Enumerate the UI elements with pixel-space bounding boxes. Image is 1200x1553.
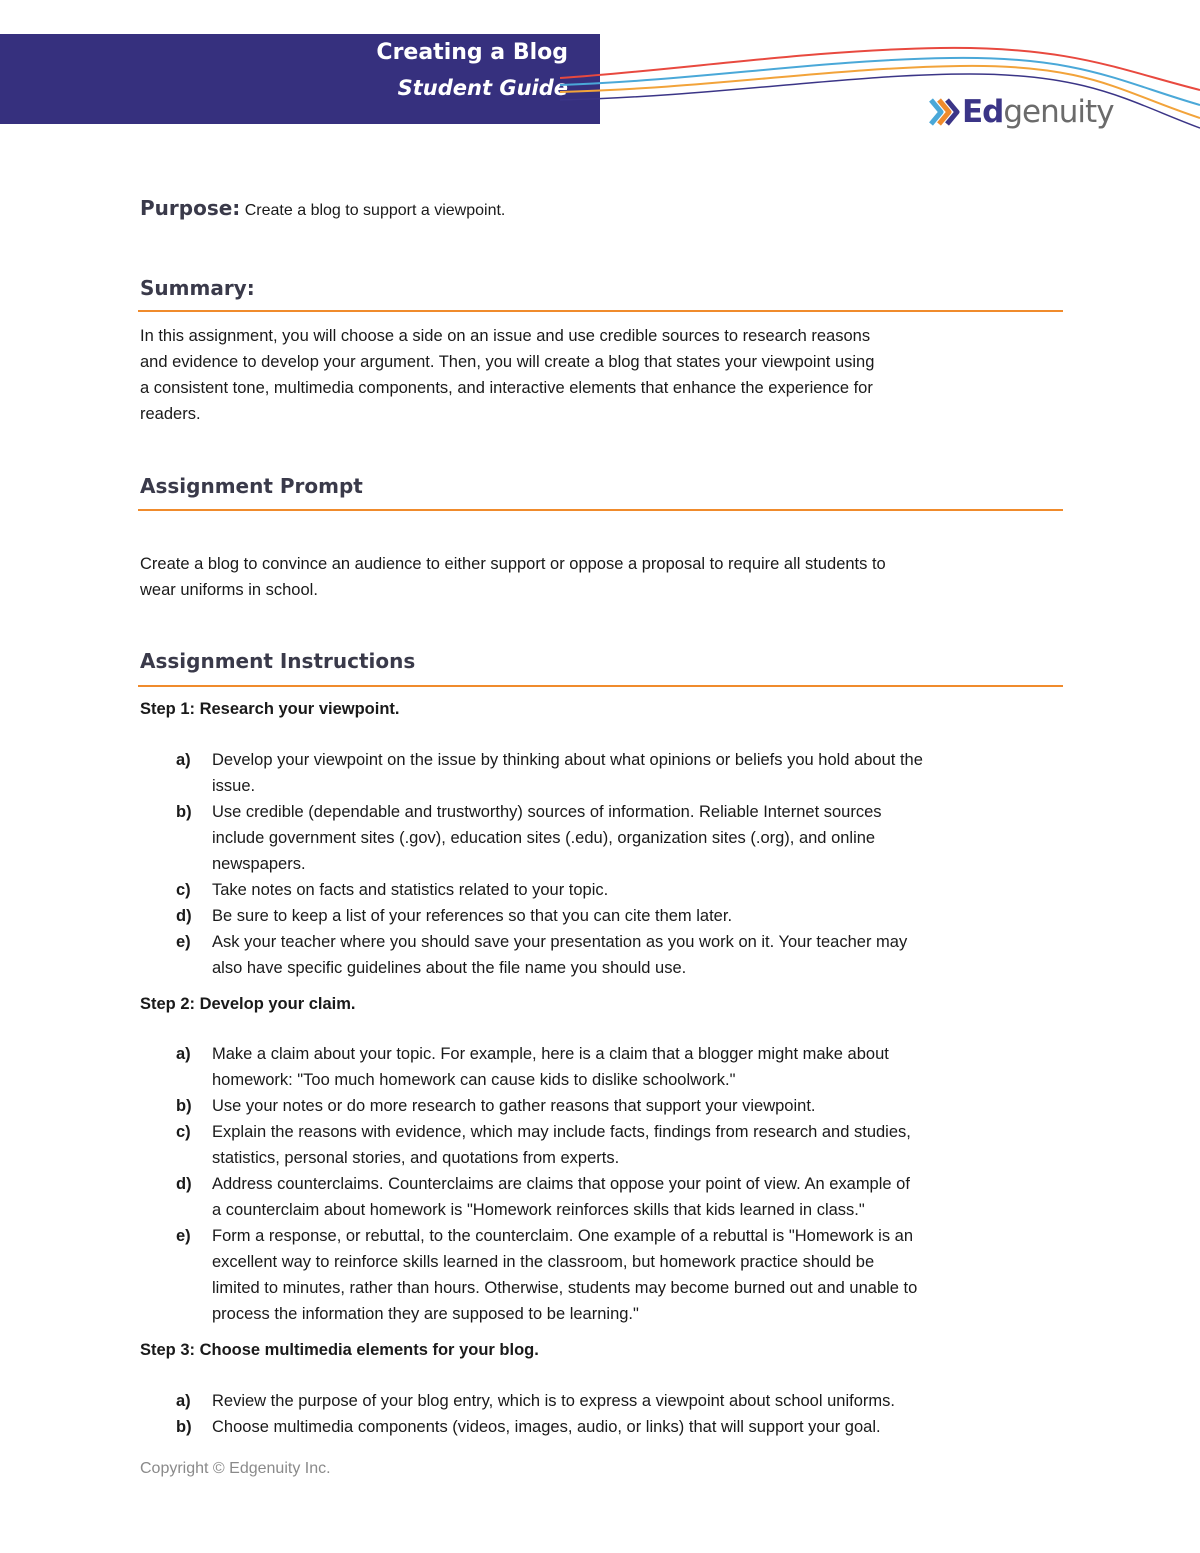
document-title: Creating a Blog <box>376 40 568 65</box>
list-item: a) Develop your viewpoint on the issue by thinking about what opinions or beliefs you hold about the issue. <box>176 751 923 795</box>
step-1-label: Step 1: Research your viewpoint. <box>140 700 400 718</box>
prompt-paragraph: Create a blog to convince an audience to either support or oppose a proposal to require all students to wear uniforms in school. <box>140 555 886 599</box>
purpose-label: Purpose: <box>140 196 241 220</box>
list-item: d) Address counterclaims. Counterclaims are claims that oppose your point of view. An example of a counterclaim about homework is "Homework reinforces skills that kids learned in class." <box>176 1175 910 1219</box>
step-1-list <box>140 747 1070 981</box>
list-item: e) Form a response, or rebuttal, to the counterclaim. One example of a rebuttal is "Homework is an excellent way to reinforce skills learned in the classroom, but homework practice should be limited to minutes, rather than hours. Otherwise, students may become burned out and unable to process the information they are supposed to be learning." <box>176 1227 918 1323</box>
list-item: c) Take notes on facts and statistics related to your topic. <box>176 881 609 899</box>
step-2-list <box>140 1041 1070 1327</box>
copyright-footer: Copyright © Edgenuity Inc. <box>140 1460 331 1477</box>
step-3-list <box>140 1388 1070 1440</box>
list-item: b) Use your notes or do more research to gather reasons that support your viewpoint. <box>176 1097 816 1115</box>
summary-rule <box>138 310 1063 312</box>
purpose-text: Create a blog to support a viewpoint. <box>244 202 506 219</box>
list-item: a) Review the purpose of your blog entry, which is to express a viewpoint about school uniforms. <box>176 1392 895 1410</box>
list-item: d) Be sure to keep a list of your references so that you can cite them later. <box>176 907 733 925</box>
edgenuity-logo <box>928 92 1114 132</box>
purpose-line <box>140 196 505 220</box>
edgenuity-x-icon <box>928 96 960 128</box>
prompt-rule <box>138 509 1063 511</box>
header-band <box>0 34 600 124</box>
document-subtitle: Student Guide <box>397 76 568 100</box>
list-item: b) Use credible (dependable and trustworthy) sources of information. Reliable Internet sources include government sites (.gov), education sites (.edu), organization sites (.org), and online newspapers. <box>176 803 882 873</box>
list-item: a) Make a claim about your topic. For example, here is a claim that a blogger might make about homework: "Too much homework can cause kids to dislike schoolwork." <box>176 1045 889 1089</box>
summary-heading: Summary: <box>140 276 255 300</box>
instructions-heading: Assignment Instructions <box>140 649 416 673</box>
logo-text: Edgenuity <box>962 93 1114 130</box>
summary-paragraph: In this assignment, you will choose a side on an issue and use credible sources to research reasons and evidence to develop your argument. Then, you will create a blog that states your viewpoint using a consistent tone, multimedia components, and interactive elements that enhance the experience for readers. <box>140 327 875 423</box>
list-item: c) Explain the reasons with evidence, which may include facts, findings from research and studies, statistics, personal stories, and quotations from experts. <box>176 1123 911 1167</box>
step-2-label: Step 2: Develop your claim. <box>140 995 356 1013</box>
step-3-label: Step 3: Choose multimedia elements for your blog. <box>140 1341 539 1359</box>
list-item: b) Choose multimedia components (videos, images, audio, or links) that will support your goal. <box>176 1418 881 1436</box>
instructions-rule <box>138 685 1063 687</box>
prompt-heading: Assignment Prompt <box>140 474 363 498</box>
list-item: e) Ask your teacher where you should save your presentation as you work on it. Your teacher may also have specific guidelines about the file name you should use. <box>176 933 908 977</box>
